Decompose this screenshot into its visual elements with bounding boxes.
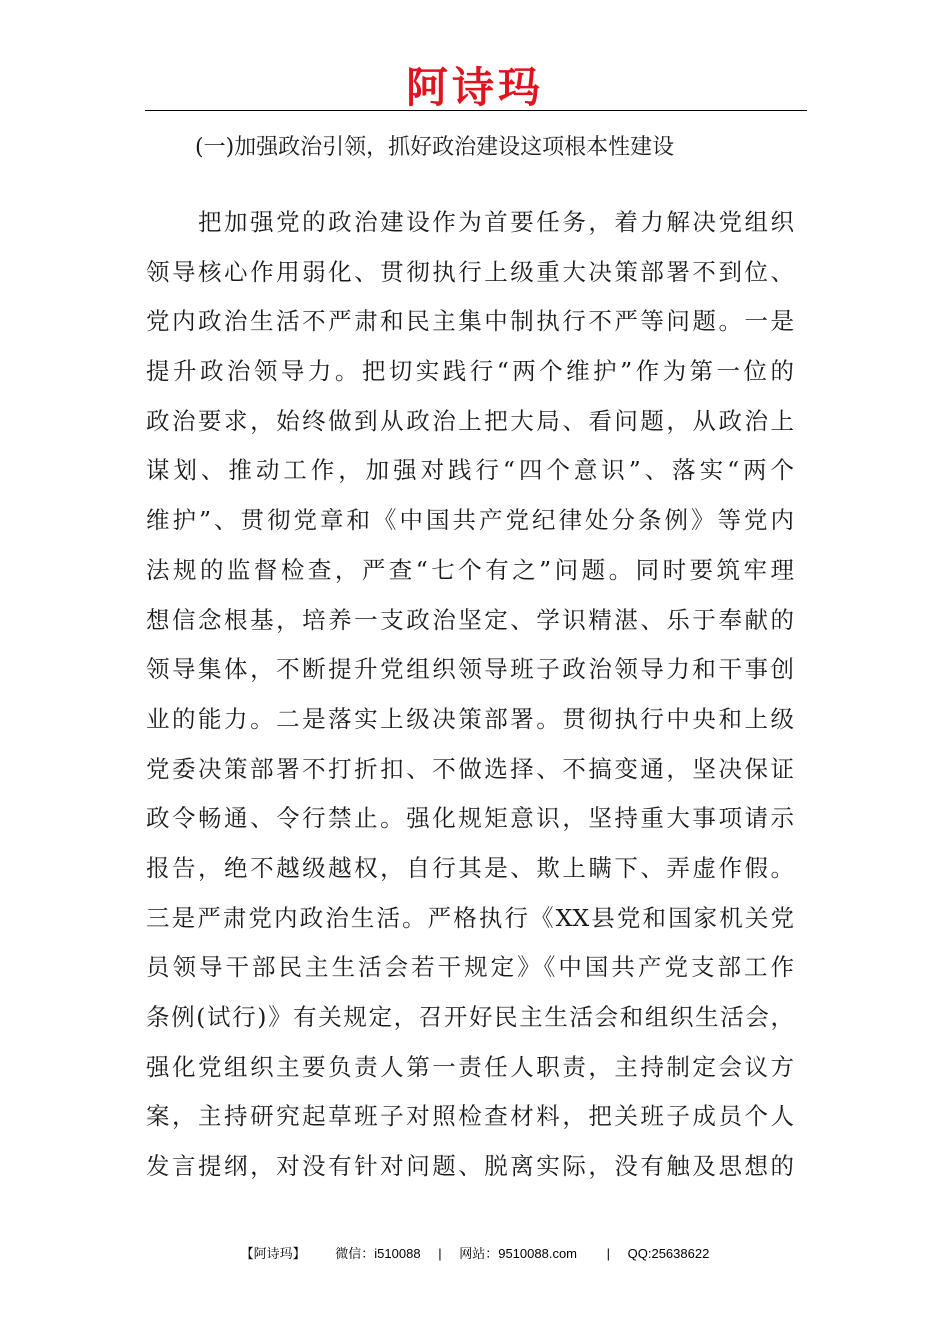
body-line: 案，主持研究起草班子对照检查材料，把关班子成员个人: [146, 1102, 794, 1131]
footer-wechat: 微信：i510088: [335, 1246, 421, 1261]
body-line: 党委决策部署不打折扣、不做选择、不搞变通，坚决保证: [146, 754, 794, 783]
footer: [0, 1244, 950, 1264]
body-line: 提升政治领导力。把切实践行“两个维护”作为第一位的: [146, 357, 794, 386]
header-divider: [145, 110, 807, 111]
body-line: 政令畅通、令行禁止。强化规矩意识，坚持重大事项请示: [146, 804, 794, 833]
footer-brand: 【阿诗玛】: [240, 1246, 306, 1261]
body-line: 业的能力。二是落实上级决策部署。贯彻执行中央和上级: [146, 704, 794, 733]
header-brand-logo: 阿诗玛: [405, 63, 544, 112]
body-line: 谋划、推动工作，加强对践行“四个意识”、落实“两个: [146, 456, 794, 485]
body-line: 强化党组织主要负责人第一责任人职责，主持制定会议方: [146, 1052, 794, 1081]
body-line: 三是严肃党内政治生活。严格执行《XX县党和国家机关党: [146, 903, 794, 932]
body-line: 想信念根基，培养一支政治坚定、学识精湛、乐于奉献的: [146, 605, 794, 634]
body-line: 政治要求，始终做到从政治上把大局、看问题，从政治上: [146, 406, 794, 435]
body-line: 党内政治生活不严肃和民主集中制执行不严等问题。一是: [146, 307, 794, 336]
body-line: 领导核心作用弱化、贯彻执行上级重大决策部署不到位、: [146, 257, 794, 286]
footer-separator: |: [606, 1246, 611, 1261]
body-line: 维护”、贯彻党章和《中国共产党纪律处分条例》等党内: [146, 506, 794, 535]
footer-website: 网站：9510088.com: [459, 1246, 577, 1261]
body-line: 发言提纲，对没有针对问题、脱离实际，没有触及思想的: [146, 1152, 794, 1181]
body-line: 把加强党的政治建设作为首要任务，着力解决党组织: [146, 208, 794, 236]
body-paragraph: [146, 198, 794, 1192]
section-heading: (一)加强政治引领，抓好政治建设这项根本性建设: [195, 135, 675, 160]
body-line: 领导集体，不断提升党组织领导班子政治领导力和干事创: [146, 655, 794, 684]
footer-separator: |: [438, 1246, 442, 1261]
body-line: 员领导干部民主生活会若干规定》《中国共产党支部工作: [146, 953, 794, 982]
body-line: 报告，绝不越级越权，自行其是、欺上瞒下、弄虚作假。: [146, 853, 794, 882]
body-line: 法规的监督检查，严查“七个有之”问题。同时要筑牢理: [146, 555, 794, 584]
footer-qq: QQ:25638622: [627, 1246, 710, 1261]
body-line: 条例(试行)》有关规定，召开好民主生活会和组织生活会，: [146, 1003, 794, 1031]
